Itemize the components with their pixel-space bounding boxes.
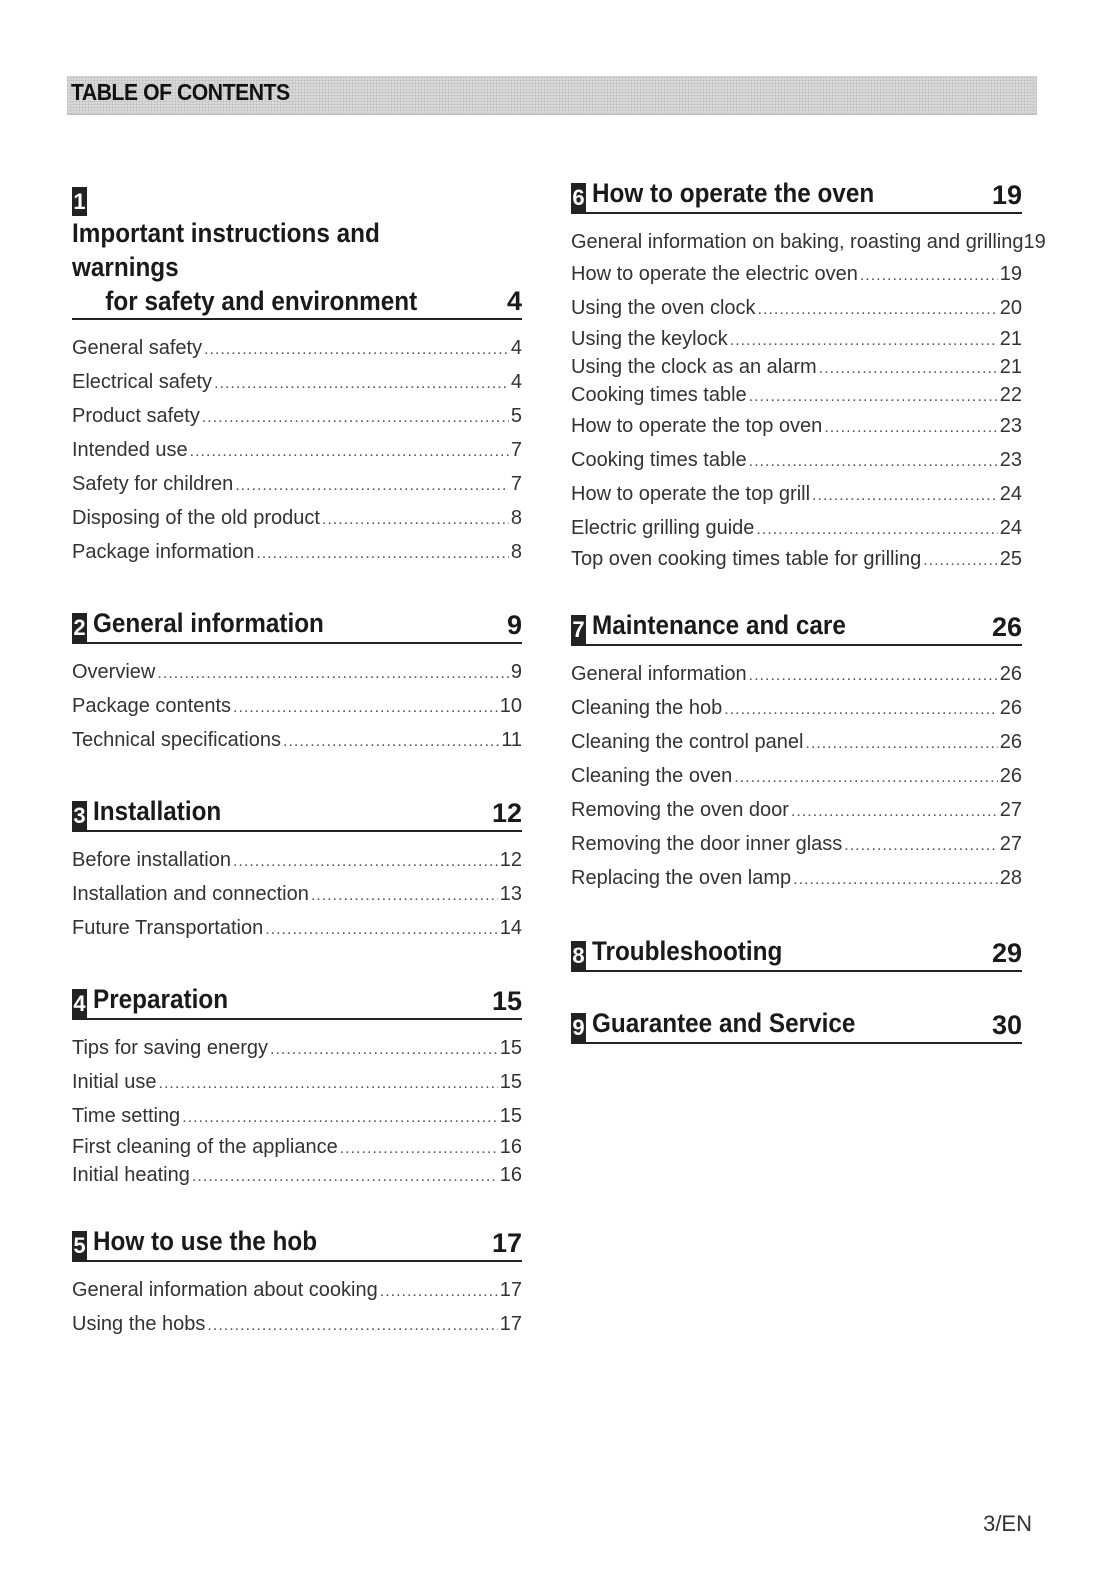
entry-page: 15 — [499, 1071, 522, 1093]
toc-section-2 — [72, 606, 522, 758]
entry-title: Intended use — [72, 439, 188, 461]
toc-entry[interactable] — [72, 1032, 522, 1066]
dot-leader — [860, 260, 998, 292]
section-heading[interactable] — [72, 794, 522, 832]
dot-leader — [256, 538, 509, 570]
toc-entry[interactable] — [72, 1308, 522, 1342]
section-number-badge: 5 — [73, 1233, 86, 1258]
entry-title: General safety — [72, 337, 203, 359]
entry-title: Safety for children — [72, 473, 234, 495]
entry-page: 23 — [999, 415, 1022, 437]
section-number-badge: 8 — [572, 943, 585, 968]
section-number-badge: 6 — [572, 185, 585, 210]
entry-page: 21 — [999, 356, 1022, 378]
toc-entry[interactable] — [72, 1162, 522, 1190]
entry-title: General information about cooking — [72, 1279, 378, 1301]
toc-entry[interactable] — [571, 478, 1022, 512]
toc-entry[interactable] — [571, 382, 1022, 410]
toc-entry[interactable] — [72, 656, 522, 690]
entry-title: Replacing the oven lamp — [571, 867, 792, 889]
section-page: 9 — [506, 610, 522, 640]
entry-title: General information — [571, 663, 747, 685]
entry-page: 13 — [499, 883, 522, 905]
toc-section-7 — [571, 608, 1022, 896]
toc-entry[interactable] — [571, 292, 1022, 326]
section-title: Troubleshooting — [592, 936, 783, 966]
dot-leader — [202, 402, 509, 434]
toc-entry[interactable] — [72, 912, 522, 946]
entry-title: Tips for saving energy — [72, 1037, 269, 1059]
dot-leader — [749, 660, 998, 692]
section-page: 19 — [991, 180, 1022, 210]
section-heading[interactable] — [571, 934, 1022, 972]
entry-page: 5 — [510, 405, 522, 427]
section-number-badge: 3 — [73, 803, 86, 828]
toc-entry[interactable] — [72, 468, 522, 502]
dot-leader — [756, 514, 997, 546]
dot-leader — [724, 694, 998, 726]
entry-title: Package information — [72, 541, 255, 563]
toc-entry[interactable] — [72, 1066, 522, 1100]
section-page: 29 — [991, 938, 1022, 968]
entry-page: 16 — [499, 1136, 522, 1158]
entry-page: 19 — [999, 263, 1022, 285]
toc-entries — [72, 656, 522, 758]
page-number: 3/EN — [983, 1511, 1032, 1536]
entry-title: First cleaning of the appliance — [72, 1136, 338, 1158]
dot-leader — [159, 1068, 498, 1100]
entry-page: 27 — [999, 799, 1022, 821]
entry-title: Removing the door inner glass — [571, 833, 843, 855]
dot-leader — [380, 1276, 498, 1308]
toc-entries — [72, 1274, 522, 1342]
entry-title: Removing the oven door — [571, 799, 789, 821]
toc-section-9 — [571, 1006, 1022, 1044]
section-page: 30 — [991, 1010, 1022, 1040]
dot-leader — [812, 480, 998, 512]
dot-leader — [791, 796, 998, 828]
dot-leader — [923, 547, 998, 574]
entry-title: Technical specifications — [72, 729, 281, 751]
entry-page: 12 — [499, 849, 522, 871]
toc-entry[interactable] — [72, 434, 522, 468]
toc-entry[interactable] — [72, 366, 522, 400]
entry-title: Using the oven clock — [571, 297, 756, 319]
section-heading[interactable] — [571, 176, 1022, 214]
toc-section-1 — [72, 180, 522, 570]
entry-title: Using the keylock — [571, 328, 728, 350]
toc-entry[interactable] — [571, 794, 1022, 828]
entry-title: How to operate the electric oven — [571, 263, 858, 285]
toc-entry[interactable] — [571, 828, 1022, 862]
toc-entry[interactable] — [72, 690, 522, 724]
dot-leader — [311, 880, 498, 912]
toc-title: TABLE OF CONTENTS — [71, 79, 290, 105]
entry-page: 22 — [999, 384, 1022, 406]
entry-page: 16 — [499, 1164, 522, 1186]
section-title: Preparation — [93, 984, 229, 1014]
toc-entry[interactable] — [571, 326, 1022, 354]
dot-leader — [265, 914, 498, 946]
toc-entry[interactable] — [571, 512, 1022, 546]
section-number-badge: 2 — [73, 615, 86, 640]
dot-leader — [340, 1135, 498, 1162]
entry-title: General information on baking, roasting and grilling — [571, 231, 1024, 253]
toc-entry[interactable] — [72, 536, 522, 570]
section-number-badge: 9 — [572, 1015, 585, 1040]
section-title: Installation — [93, 796, 222, 826]
entry-page: 8 — [510, 541, 522, 563]
toc-entry[interactable] — [571, 760, 1022, 794]
entry-title: Electric grilling guide — [571, 517, 755, 539]
entry-page: 7 — [510, 439, 522, 461]
entry-title: Using the clock as an alarm — [571, 356, 817, 378]
section-heading[interactable] — [571, 1006, 1022, 1044]
entry-title: Cooking times table — [571, 384, 747, 406]
dot-leader — [157, 658, 509, 690]
toc-right-column — [571, 176, 1046, 1044]
entry-title: Initial use — [72, 1071, 157, 1093]
entry-title: Product safety — [72, 405, 200, 427]
entry-title: Cleaning the oven — [571, 765, 733, 787]
entry-page: 21 — [999, 328, 1022, 350]
dot-leader — [730, 327, 998, 354]
section-page: 17 — [491, 1228, 522, 1258]
toc-entries — [571, 658, 1022, 896]
entry-title: Time setting — [72, 1105, 181, 1127]
entry-page: 20 — [999, 297, 1022, 319]
section-heading[interactable] — [72, 180, 522, 320]
entry-page: 11 — [501, 729, 522, 751]
entry-title: Disposing of the old product — [72, 507, 320, 529]
entry-page: 17 — [499, 1279, 522, 1301]
entry-title: How to operate the top grill — [571, 483, 811, 505]
dot-leader — [190, 436, 509, 468]
toc-entry[interactable]: General information on baking, roasting and grilling 19 — [571, 226, 1022, 258]
dot-leader — [233, 692, 498, 724]
toc-section-8 — [571, 934, 1022, 972]
dot-leader — [749, 383, 998, 410]
toc-entries — [72, 332, 522, 570]
entry-page: 15 — [499, 1037, 522, 1059]
dot-leader — [805, 728, 997, 760]
section-heading[interactable] — [571, 608, 1022, 646]
toc-entry[interactable] — [571, 692, 1022, 726]
entry-page: 26 — [999, 731, 1022, 753]
entry-title: Installation and connection — [72, 883, 309, 905]
dot-leader — [204, 334, 509, 366]
dot-leader — [233, 846, 498, 878]
section-title: How to operate the oven — [592, 178, 875, 208]
dot-leader — [844, 830, 997, 862]
dot-leader — [182, 1102, 498, 1134]
toc-entries — [571, 226, 1046, 574]
entry-title: Electrical safety — [72, 371, 213, 393]
section-page: 12 — [491, 798, 522, 828]
dot-leader — [734, 762, 998, 794]
entry-title: Overview — [72, 661, 156, 683]
entry-page: 17 — [499, 1313, 522, 1335]
entry-title: Cooking times table — [571, 449, 747, 471]
dot-leader — [322, 504, 509, 536]
entry-page: 26 — [999, 765, 1022, 787]
dot-leader — [819, 355, 998, 382]
entry-page: 15 — [499, 1105, 522, 1127]
entry-title: Using the hobs — [72, 1313, 206, 1335]
entry-page: 4 — [510, 337, 522, 359]
section-heading[interactable] — [72, 982, 522, 1020]
section-number-badge: 4 — [73, 991, 86, 1016]
dot-leader — [192, 1163, 498, 1190]
toc-entry[interactable] — [571, 862, 1022, 896]
toc-entries — [72, 1032, 522, 1190]
entry-title: Future Transportation — [72, 917, 264, 939]
toc-entry[interactable] — [72, 878, 522, 912]
section-page: 4 — [506, 286, 522, 316]
toc-section-3 — [72, 794, 522, 946]
section-title: General information — [93, 608, 324, 638]
dot-leader — [214, 368, 509, 400]
entry-page: 27 — [999, 833, 1022, 855]
toc-left-column — [72, 180, 522, 1342]
toc-entry[interactable] — [72, 1274, 522, 1308]
section-title: Guarantee and Service — [592, 1008, 856, 1038]
toc-entry[interactable] — [571, 546, 1022, 574]
entry-page: 4 — [510, 371, 522, 393]
toc-entry[interactable] — [72, 1134, 522, 1162]
entry-title: Package contents — [72, 695, 231, 717]
dot-leader — [270, 1034, 498, 1066]
entry-page: 23 — [999, 449, 1022, 471]
toc-entry[interactable] — [72, 844, 522, 878]
section-page: 15 — [491, 986, 522, 1016]
toc-entry[interactable] — [571, 658, 1022, 692]
toc-section-5 — [72, 1224, 522, 1342]
toc-entry[interactable] — [72, 724, 522, 758]
dot-leader — [207, 1310, 497, 1342]
entry-title: Cleaning the control panel — [571, 731, 804, 753]
section-heading[interactable] — [72, 1224, 522, 1262]
dot-leader — [235, 470, 509, 502]
entry-page: 28 — [999, 867, 1022, 889]
section-title: How to use the hob — [93, 1226, 318, 1256]
entry-page: 24 — [999, 483, 1022, 505]
entry-page: 10 — [499, 695, 522, 717]
entry-title: Top oven cooking times table for grilling — [571, 548, 922, 570]
entry-page: 26 — [999, 697, 1022, 719]
section-number-badge: 1 — [73, 189, 86, 214]
toc-entry[interactable] — [571, 726, 1022, 760]
toc-entry[interactable] — [72, 1100, 522, 1134]
entry-page: 14 — [499, 917, 522, 939]
section-title: Important instructions and warnings — [72, 218, 380, 282]
dot-leader — [283, 726, 499, 758]
toc-section-4 — [72, 982, 522, 1190]
toc-entry[interactable] — [571, 444, 1022, 478]
dot-leader — [758, 294, 998, 326]
toc-entry[interactable] — [571, 258, 1022, 292]
entry-page: 9 — [510, 661, 522, 683]
entry-title: Before installation — [72, 849, 231, 871]
section-title-line2: for safety and environment — [105, 286, 418, 316]
dot-leader — [824, 412, 997, 444]
section-number-badge: 7 — [572, 617, 585, 642]
toc-entry[interactable] — [72, 502, 522, 536]
toc-banner — [67, 76, 1037, 115]
entry-title: Initial heating — [72, 1164, 190, 1186]
dot-leader — [749, 446, 998, 478]
section-page: 26 — [991, 612, 1022, 642]
entry-page: 8 — [510, 507, 522, 529]
toc-entry[interactable] — [571, 410, 1022, 444]
section-title: Maintenance and care — [592, 610, 846, 640]
entry-page: 7 — [510, 473, 522, 495]
entry-page: 26 — [999, 663, 1022, 685]
toc-entries — [72, 844, 522, 946]
section-heading[interactable] — [72, 606, 522, 644]
entry-page: 25 — [999, 548, 1022, 570]
toc-entry[interactable] — [571, 354, 1022, 382]
entry-page: 24 — [999, 517, 1022, 539]
toc-entry[interactable] — [72, 332, 522, 366]
entry-title: Cleaning the hob — [571, 697, 723, 719]
entry-title: How to operate the top oven — [571, 415, 823, 437]
toc-section-6 — [571, 176, 1046, 574]
dot-leader — [793, 864, 998, 896]
toc-entry[interactable] — [72, 400, 522, 434]
